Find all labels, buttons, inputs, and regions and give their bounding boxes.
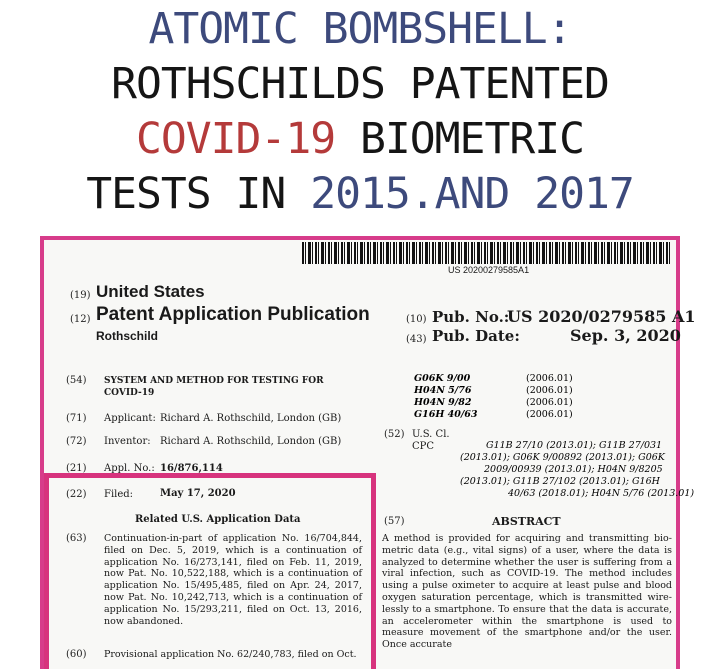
headline-biometric: BIOMETRIC	[335, 114, 584, 164]
applicant: Richard A. Rothschild, London (GB)	[160, 413, 342, 424]
pub-no: US 2020/0279585 A1	[507, 307, 696, 326]
barcode-number: US 20200279585A1	[448, 265, 530, 275]
inventor: Richard A. Rothschild, London (GB)	[160, 436, 342, 447]
assignee-short: Rothschild	[96, 329, 158, 343]
cpc-line: 40/63 (2018.01); H04N 5/76 (2013.01)	[508, 488, 695, 499]
cpc-label: CPC	[412, 441, 435, 452]
provisional-code: (60)	[66, 649, 87, 660]
pub-no-code: (10)	[406, 314, 427, 325]
title-code: (54)	[66, 375, 87, 386]
related-application-text: Continuation-in-part of application No. 16/704,844, filed on Dec. 5, 2019, which is a continuation of application No. 16/273,141, filed on Feb. 11, 2019, now Pat. No. 10,522,188, which is a continuation of application No. 15/495,485, filed on Apr. 24, 2017, now Pat. No. 10,242,713, which is a continuation of application No. 15/293,211, filed on Oct. 13, 2016, now abandoned.	[104, 533, 362, 627]
filed-label: Filed:	[104, 489, 134, 500]
cpc-line: (2013.01); G11B 27/102 (2013.01); G16H	[460, 476, 660, 487]
abstract-code: (57)	[384, 516, 405, 527]
filed-date: May 17, 2020	[160, 488, 236, 499]
country-code: (19)	[70, 290, 91, 301]
inventor-code: (72)	[66, 436, 87, 447]
publication-type: Patent Application Publication	[96, 304, 370, 325]
appl-no-label: Appl. No.:	[104, 463, 155, 474]
title-line-1: SYSTEM AND METHOD FOR TESTING FOR	[104, 376, 324, 386]
headline-line-2: ROTHSCHILDS PATENTED	[111, 59, 609, 109]
publication-type-code: (12)	[70, 314, 91, 325]
cpc-line: 2009/00939 (2013.01); H04N 9/8205	[484, 464, 663, 475]
headline-line-3	[0, 112, 720, 167]
headline-covid: COVID-19	[136, 114, 336, 164]
cpc-line: G11B 27/10 (2013.01); G11B 27/031	[486, 440, 663, 451]
abstract-text: A method is provided for acquiring and transmitting bio-metric data (e.g., vital signs) of a user, where the data is analyzed to determine whether the user is suffering from a viral infection, such as COVID-19. The method includes using a pulse oximeter to acquire at least pulse and blood oxygen saturation percentage, which is transmitted wire-lessly to a smartphone. To ensure that the data is accurate, an accelerometer within the smartphone is used to measure movement of the smartphone and/or the user. Once accurate	[382, 533, 672, 651]
pub-date-label: Pub. Date:	[432, 327, 520, 345]
pub-no-label: Pub. No.:	[432, 308, 510, 326]
uscl-label: U.S. Cl.	[412, 429, 450, 440]
filed-code: (22)	[66, 489, 87, 500]
appl-no: 16/876,114	[160, 463, 223, 474]
related-code: (63)	[66, 533, 87, 544]
abstract-title: ABSTRACT	[492, 515, 561, 528]
headline	[0, 2, 720, 222]
applicant-label: Applicant:	[104, 413, 156, 424]
provisional-text: Provisional application No. 62/240,783, filed on Oct.	[104, 649, 357, 660]
class-year: (2006.01)	[526, 373, 573, 384]
class-code: H04N 5/76	[414, 385, 472, 396]
uscl-code: (52)	[384, 429, 405, 440]
headline-line-1: ATOMIC BOMBSHELL:	[148, 4, 572, 54]
barcode	[302, 242, 670, 264]
applicant-code: (71)	[66, 413, 87, 424]
class-code: H04N 9/82	[414, 397, 472, 408]
class-year: (2006.01)	[526, 397, 573, 408]
class-year: (2006.01)	[526, 385, 573, 396]
pub-date-code: (43)	[406, 334, 427, 345]
pub-date: Sep. 3, 2020	[570, 326, 681, 345]
inventor-label: Inventor:	[104, 436, 151, 447]
class-code: G06K 9/00	[414, 373, 471, 384]
headline-years: 2015.AND 2017	[310, 169, 634, 219]
class-code: G16H 40/63	[414, 409, 478, 420]
headline-tests-in: TESTS IN	[86, 169, 311, 219]
country: United States	[96, 282, 205, 301]
appl-no-code: (21)	[66, 463, 87, 474]
related-data-title: Related U.S. Application Data	[135, 514, 301, 525]
title-line-2: COVID-19	[104, 388, 155, 398]
headline-line-4	[0, 167, 720, 222]
cpc-line: (2013.01); G06K 9/00892 (2013.01); G06K	[460, 452, 665, 463]
class-year: (2006.01)	[526, 409, 573, 420]
